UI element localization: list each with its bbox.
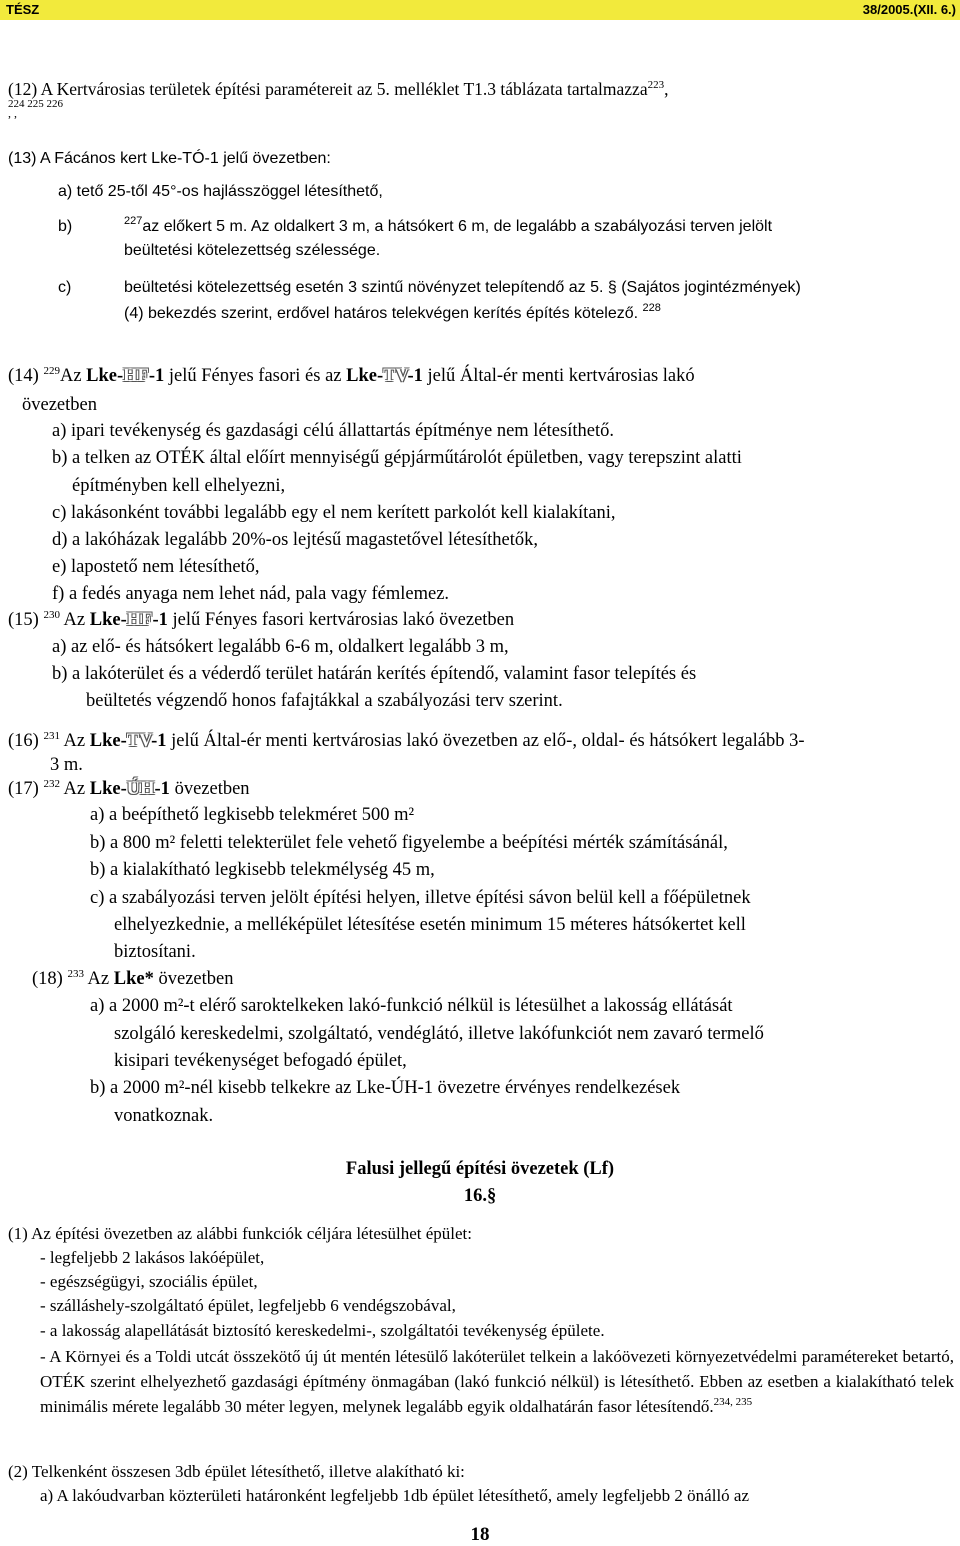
p17-line1 <box>8 777 250 801</box>
p15-item-a: a) az elő- és hátsókert legalább 6-6 m, oldalkert legalább 3 m, <box>52 637 509 657</box>
p15-num: (15) <box>8 610 39 630</box>
s2-intro: (2) Telkenként összesen 3db épület létesíthető, illetve alakítható ki: <box>8 1462 465 1481</box>
p14-num: (14) <box>8 366 39 386</box>
p14-lke1: Lke- <box>86 366 124 386</box>
p18-item-a-line3: kisipari tevékenységet befogadó épület, <box>114 1051 407 1071</box>
p15-item-b-line2: beültetés végzendő honos fafajtákkal a szabályozási terv szerint. <box>86 691 563 711</box>
page-number: 18 <box>470 1524 490 1545</box>
p17-item-b1: b) a 800 m² feletti telekterület fele vehető figyelembe a beépítési mérték számításánál, <box>90 833 728 853</box>
p14-line2: övezetben <box>22 395 97 415</box>
p14-m1: -1 <box>148 366 165 386</box>
p12-sup: 223 <box>647 79 665 91</box>
p16-line1 <box>8 729 805 753</box>
p16-t1: Az <box>59 731 90 751</box>
p18-t2: övezetben <box>153 969 234 989</box>
page-header <box>0 0 960 20</box>
p18-item-a-line2: szolgáló kereskedelmi, szolgáltató, vendéglátó, illetve lakófunkciót nem zavaró termelő <box>114 1024 764 1044</box>
s1-item-3: - szálláshely-szolgáltató épület, legfeljebb 6 vendégszobával, <box>40 1296 456 1315</box>
p13-item-c-line2 <box>124 302 661 326</box>
s1-item-5-text: - A Környei és a Toldi utcát összekötő új út mentén létesülő lakóterület telkein a lakóövezeti környezetvédelmi paramétereket betartó, OTÉK szerint elhelyezhető gazdasági építmény önmagában (lakó funkció nélkül) is létesíthető. Ebben az esetben a kialakítható telek minimális mérete legalább 30 méter legyen, melynek legalább egyik oldalhatárán fasor létesítendő. <box>40 1347 954 1416</box>
p13-item-b-line2: beültetési kötelezettség szélessége. <box>124 242 381 259</box>
p15-t2: jelű Fényes fasori kertvárosias lakó övezetben <box>167 610 515 630</box>
p14-sup: 229 <box>43 365 60 377</box>
p14-item-d: d) a lakóházak legalább 20%-os lejtésű magastetővel létesíthetők, <box>52 530 538 550</box>
p16-line2: 3 m. <box>50 755 83 775</box>
p16-tv: TV <box>126 731 152 751</box>
p17-num: (17) <box>8 779 39 799</box>
p14-hf: HF <box>123 366 149 386</box>
s1-item-1: - legfeljebb 2 lakásos lakóépület, <box>40 1248 265 1267</box>
p18-line1 <box>32 967 233 991</box>
p13-b-text: az előkert 5 m. Az oldalkert 3 m, a hátsókert 6 m, de legalább a szabályozási terven jelölt <box>142 218 773 235</box>
p14-item-e: e) lapostető nem létesíthető, <box>52 557 260 577</box>
p18-item-a-line1: a) a 2000 m²-t elérő saroktelkeken lakó-funkció nélkül is létesülhet a lakosság ellátását <box>90 996 733 1016</box>
p17-item-c-line2: elhelyezkednie, a melléképület létesítése esetén minimum 15 méteres hátsókertet kell <box>114 915 746 935</box>
p16-t2: jelű Által-ér menti kertvárosias lakó övezetben az elő-, oldal- és hátsókert legalább 3- <box>166 731 805 751</box>
p14-t3: jelű Által-ér menti kertvárosias lakó <box>422 366 695 386</box>
s1-item-2: - egészségügyi, szociális épület, <box>40 1272 258 1291</box>
p17-item-a: a) a beépíthető legkisebb telekméret 500 m² <box>90 805 415 825</box>
p17-item-c-line3: biztosítani. <box>114 942 196 962</box>
p14-lke2: Lke- <box>346 366 384 386</box>
header-left: TÉSZ <box>6 2 40 17</box>
p17-lke: Lke- <box>89 779 127 799</box>
p14-item-f: f) a fedés anyaga nem lehet nád, pala vagy fémlemez. <box>52 584 450 604</box>
p15-t1: Az <box>59 610 90 630</box>
p14-m2: -1 <box>407 366 423 386</box>
p12-text: (12) A Kertvárosias területek építési paramétereit az 5. melléklet T1.3 táblázata tartalmazza <box>8 79 648 99</box>
s1-item-5-sup: 234, 235 <box>713 1396 753 1408</box>
section-title: Falusi jellegű építési övezetek (Lf) <box>345 1159 615 1179</box>
s1-intro: (1) Az építési övezetben az alábbi funkciók céljára létesülhet épület: <box>8 1224 472 1243</box>
s1-item-5 <box>40 1344 954 1419</box>
p17-sup: 232 <box>43 778 60 790</box>
p13-b-sup: 227 <box>124 215 143 227</box>
p16-lke: Lke- <box>89 731 127 751</box>
header-right: 38/2005.(XII. 6.) <box>862 2 956 17</box>
p15-lke: Lke- <box>89 610 127 630</box>
p12-commas: , , <box>8 106 17 120</box>
p14-t2: jelű Fényes fasori és az <box>164 366 347 386</box>
p15-item-b-line1: b) a lakóterület és a véderdő terület határán kerítés építendő, valamint fasor telepítés és <box>52 664 697 684</box>
p17-uh: ÚH <box>126 779 155 799</box>
section-number: 16.§ <box>463 1186 497 1206</box>
p13-item-c-label: c) <box>58 279 72 296</box>
p13-item-b-line1 <box>124 215 772 239</box>
p18-item-b-line1: b) a 2000 m²-nél kisebb telkekre az Lke-ÚH-1 övezetre érvényes rendelkezések <box>90 1078 681 1098</box>
p13-item-c-line1: beültetési kötelezettség esetén 3 szintű növényzet telepítendő az 5. § (Sajátos jogintézmények) <box>124 279 801 296</box>
p16-num: (16) <box>8 731 39 751</box>
p14-t1: Az <box>59 366 87 386</box>
p17-t2: övezetben <box>169 779 250 799</box>
p16-sup: 231 <box>43 730 60 742</box>
p14-item-a: a) ipari tevékenység és gazdasági célú állattartás építménye nem létesíthető. <box>52 421 614 441</box>
p13-item-a: a) tető 25-től 45°-os hajlásszöggel létesíthető, <box>58 183 383 200</box>
p13-c-sup: 228 <box>642 302 661 314</box>
p18-num: (18) <box>32 969 63 989</box>
p17-item-b2: b) a kialakítható legkisebb telekmélység 45 m, <box>90 860 435 880</box>
p18-lke: Lke* <box>113 969 154 989</box>
p14-item-b-line2: építményben kell elhelyezni, <box>72 476 286 496</box>
s2-item-a: a) A lakóudvarban közterületi határonként legfeljebb 1db épület létesíthető, amely legfeljebb 2 önálló az <box>40 1486 750 1505</box>
p14-item-c: c) lakásonként további legalább egy el nem kerített parkolót kell kialakítani, <box>52 503 616 523</box>
p18-t1: Az <box>83 969 114 989</box>
p18-item-b-line2: vonatkoznak. <box>114 1106 214 1126</box>
p17-m: -1 <box>154 779 170 799</box>
p14-line1 <box>8 364 695 388</box>
p13-c-text: (4) bekezdés szerint, erdővel határos telekvégen kerítés építés kötelező. <box>124 305 639 322</box>
p15-hf: HF <box>126 610 153 630</box>
p13-item-b-label: b) <box>58 218 73 235</box>
p16-m: -1 <box>151 731 167 751</box>
p17-t1: Az <box>59 779 90 799</box>
s1-item-4: - a lakosság alapellátását biztosító kereskedelmi-, szolgáltatói tevékenység épülete. <box>40 1321 605 1340</box>
p12-supline: 224 225 226 <box>8 98 63 110</box>
p18-sup: 233 <box>67 968 84 980</box>
p15-m: -1 <box>152 610 168 630</box>
p15-sup: 230 <box>43 609 60 621</box>
p14-tv: TV <box>383 366 408 386</box>
p14-item-b-line1: b) a telken az OTÉK által előírt mennyiségű gépjárműtárolót épületben, vagy terepszint alatti <box>52 448 742 468</box>
p13-heading: (13) A Fácános kert Lke-TÓ-1 jelű övezetben: <box>8 150 331 167</box>
p15-line1 <box>8 608 514 632</box>
p17-item-c-line1: c) a szabályozási terven jelölt építési helyen, illetve építési sávon belül kell a főépületnek <box>90 888 751 908</box>
paragraph-12: (12) A Kertvárosias területek építési paramétereit az 5. melléklet T1.3 táblázata tartalmazza$^{223}$, <box>8 79 669 99</box>
